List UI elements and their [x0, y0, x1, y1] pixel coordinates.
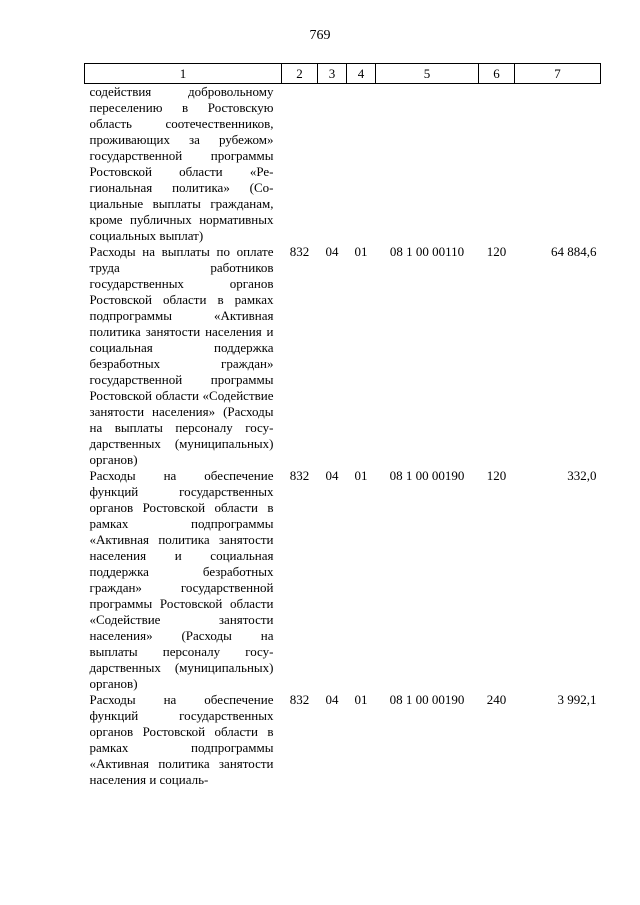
- column-header-5: 5: [376, 64, 479, 84]
- cell-subsection: 01: [354, 468, 368, 483]
- row-description: содействия добровольному переселению в Ростовскую область соотечественников, проживающих за рубежом» государственной программы Ростовской области «Региональная политика» (Социальные выплаты гражданам, кроме публичных нормативных социальных выплат): [89, 84, 274, 243]
- cell-subsection: 01: [354, 692, 368, 707]
- column-header-6: 6: [479, 64, 515, 84]
- cell-ministry-code: 832: [289, 244, 310, 259]
- budget-table: [84, 63, 601, 788]
- table-row: [85, 692, 601, 788]
- cell-amount: [515, 84, 601, 245]
- row-description: Расходы на обеспечение функций государственных органов Ростовской области в рамках подпрограммы «Активная политика занятости населения и социальная поддержка безработных граждан» государственной программы Ростовской области «Содействие занятости населения» (Расходы на выплаты персоналу государственных (муниципальных) органов): [89, 468, 274, 691]
- cell-target-article: 08 1 00 00110: [389, 244, 465, 259]
- column-header-4: 4: [347, 64, 376, 84]
- cell-expense-type: 120: [486, 468, 507, 483]
- column-header-7: 7: [515, 64, 601, 84]
- cell-target-article: [376, 84, 479, 245]
- cell-subsection: 01: [354, 244, 368, 259]
- cell-ministry-code: [282, 84, 318, 245]
- cell-subsection: [347, 84, 376, 245]
- cell-target-article: 08 1 00 00190: [389, 692, 465, 707]
- row-description: Расходы на обеспечение функций государственных органов Ростовской области в рамках подпрограммы «Активная политика занятости населения и социаль-: [89, 692, 274, 787]
- column-header-2: 2: [282, 64, 318, 84]
- cell-section: 04: [325, 244, 339, 259]
- cell-target-article: 08 1 00 00190: [389, 468, 465, 483]
- page-number: 769: [309, 28, 331, 43]
- column-header-1: 1: [85, 64, 282, 84]
- table-row: [85, 468, 601, 692]
- cell-expense-type: 120: [486, 244, 507, 259]
- cell-amount: 64 884,6: [551, 244, 597, 259]
- cell-expense-type: 240: [486, 692, 507, 707]
- row-description: Расходы на выплаты по оплате труда работников государственных органов Ростовской области в рамках подпрограммы «Активная политика занятости населения и социальная поддержка безработных граждан» государственной программы Ростовской области «Содействие занятости населения» (Расходы на выплаты персоналу государственных (муниципальных) органов): [89, 244, 274, 467]
- column-header-3: 3: [318, 64, 347, 84]
- cell-section: [318, 84, 347, 245]
- cell-section: 04: [325, 468, 339, 483]
- table-row: [85, 84, 601, 245]
- cell-amount: 3 992,1: [557, 692, 597, 707]
- table-header-row: [85, 64, 601, 84]
- table-row: [85, 244, 601, 468]
- cell-expense-type: [479, 84, 515, 245]
- cell-amount: 332,0: [567, 468, 597, 483]
- cell-ministry-code: 832: [289, 468, 310, 483]
- cell-ministry-code: 832: [289, 692, 310, 707]
- cell-section: 04: [325, 692, 339, 707]
